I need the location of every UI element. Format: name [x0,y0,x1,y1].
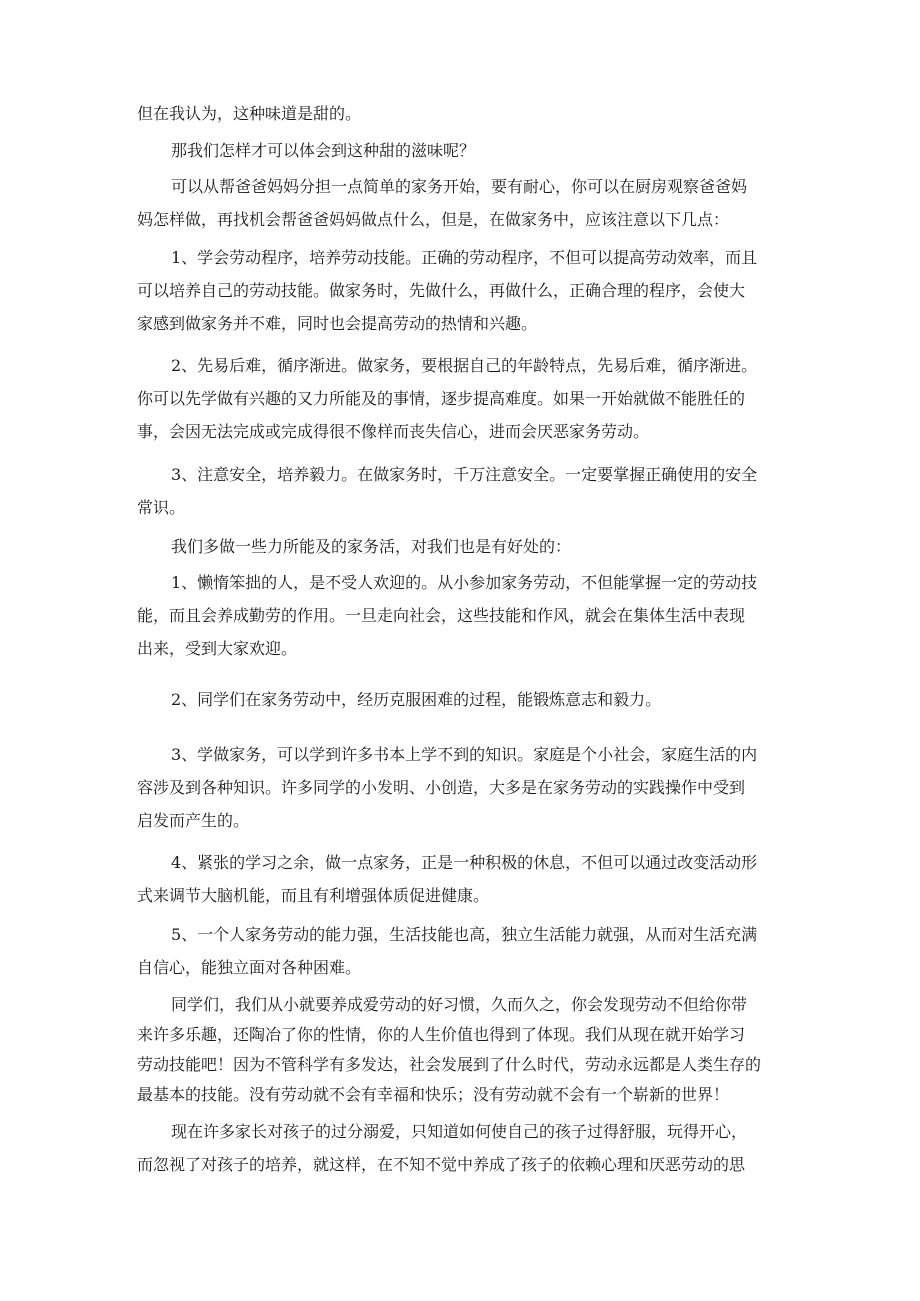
text-line: 同学们，我们从小就要养成爱劳动的好习惯，久而久之，你会发现劳动不但给你带 [171,995,748,1014]
text-line: 劳动技能吧！因为不管科学有多发达，社会发展到了什么时代，劳动永远都是人类生存的 [137,1055,762,1074]
text-line: 容涉及到各种知识。许多同学的小发明、小创造，大多是在家务劳动的实践操作中受到 [137,778,746,797]
paragraph-9 [137,683,797,716]
text-line: 家感到做家务并不难，同时也会提高劳动的热情和兴趣。 [137,314,538,333]
text-line: 事，会因无法完成或完成得很不像样而丧失信心，进而会厌恶家务劳动。 [137,422,650,441]
paragraph-12 [137,918,797,984]
text-line: 5、一个人家务劳动的能力强，生活技能也高，独立生活能力就强，从而对生活充满 [171,925,758,944]
paragraph-2 [137,134,797,167]
paragraph-14 [137,1115,797,1181]
paragraph-7 [137,530,797,563]
text-line: 3、注意安全，培养毅力。在做家务时，千万注意安全。一定要掌握正确使用的安全 [171,465,758,484]
text-line: 最基本的技能。没有劳动就不会有幸福和快乐；没有劳动就不会有一个崭新的世界！ [137,1085,730,1104]
paragraph-1 [137,97,797,130]
text-line: 但在我认为，这种味道是甜的。 [137,104,362,123]
text-line: 我们多做一些力所能及的家务活，对我们也是有好处的： [171,537,572,556]
text-line: 妈怎样做，再找机会帮爸爸妈妈做点什么，但是，在做家务中，应该注意以下几点： [137,210,730,229]
text-line: 启发而产生的。 [137,811,250,830]
paragraph-10 [137,738,797,837]
text-line: 那我们怎样才可以体会到这种甜的滋味呢？ [171,141,476,160]
paragraph-5 [137,349,797,448]
text-line: 1、懒惰笨拙的人，是不受人欢迎的。从小参加家务劳动，不但能掌握一定的劳动技 [171,573,758,592]
text-line: 现在许多家长对孩子的过分溺爱，只知道如何使自己的孩子过得舒服，玩得开心， [171,1122,748,1141]
paragraph-6 [137,458,797,524]
text-line: 4、紧张的学习之余，做一点家务，正是一种积极的休息，不但可以通过改变活动形 [171,853,758,872]
text-line: 2、先易后难，循序渐进。做家务，要根据自己的年龄特点，先易后难，循序渐进。 [171,356,758,375]
paragraph-3 [137,170,797,236]
text-line: 式来调节大脑机能，而且有利增强体质促进健康。 [137,886,490,905]
text-line: 你可以先学做有兴趣的又力所能及的事情，逐步提高难度。如果一开始就做不能胜任的 [137,389,746,408]
text-line: 可以从帮爸爸妈妈分担一点简单的家务开始，要有耐心，你可以在厨房观察爸爸妈 [171,177,748,196]
text-line: 自信心，能独立面对各种困难。 [137,958,362,977]
text-line: 可以培养自己的劳动技能。做家务时，先做什么，再做什么，正确合理的程序，会使大 [137,281,746,300]
text-line: 2、同学们在家务劳动中，经历克服困难的过程，能锻炼意志和毅力。 [171,690,662,709]
paragraph-4 [137,241,797,340]
text-line: 出来，受到大家欢迎。 [137,639,298,658]
paragraph-8 [137,566,797,665]
paragraph-11 [137,846,797,912]
text-line: 而忽视了对孩子的培养，就这样，在不知不觉中养成了孩子的依赖心理和厌恶劳动的思 [137,1155,746,1174]
text-line: 能，而且会养成勤劳的作用。一旦走向社会，这些技能和作风，就会在集体生活中表现 [137,606,746,625]
text-line: 3、学做家务，可以学到许多书本上学不到的知识。家庭是个小社会，家庭生活的内 [171,745,758,764]
text-line: 常识。 [137,498,186,517]
text-line: 1、学会劳动程序，培养劳动技能。正确的劳动程序，不但可以提高劳动效率，而且 [171,248,758,267]
paragraph-13 [137,990,797,1110]
text-line: 来许多乐趣，还陶冶了你的性情，你的人生价值也得到了体现。我们从现在就开始学习 [137,1025,746,1044]
